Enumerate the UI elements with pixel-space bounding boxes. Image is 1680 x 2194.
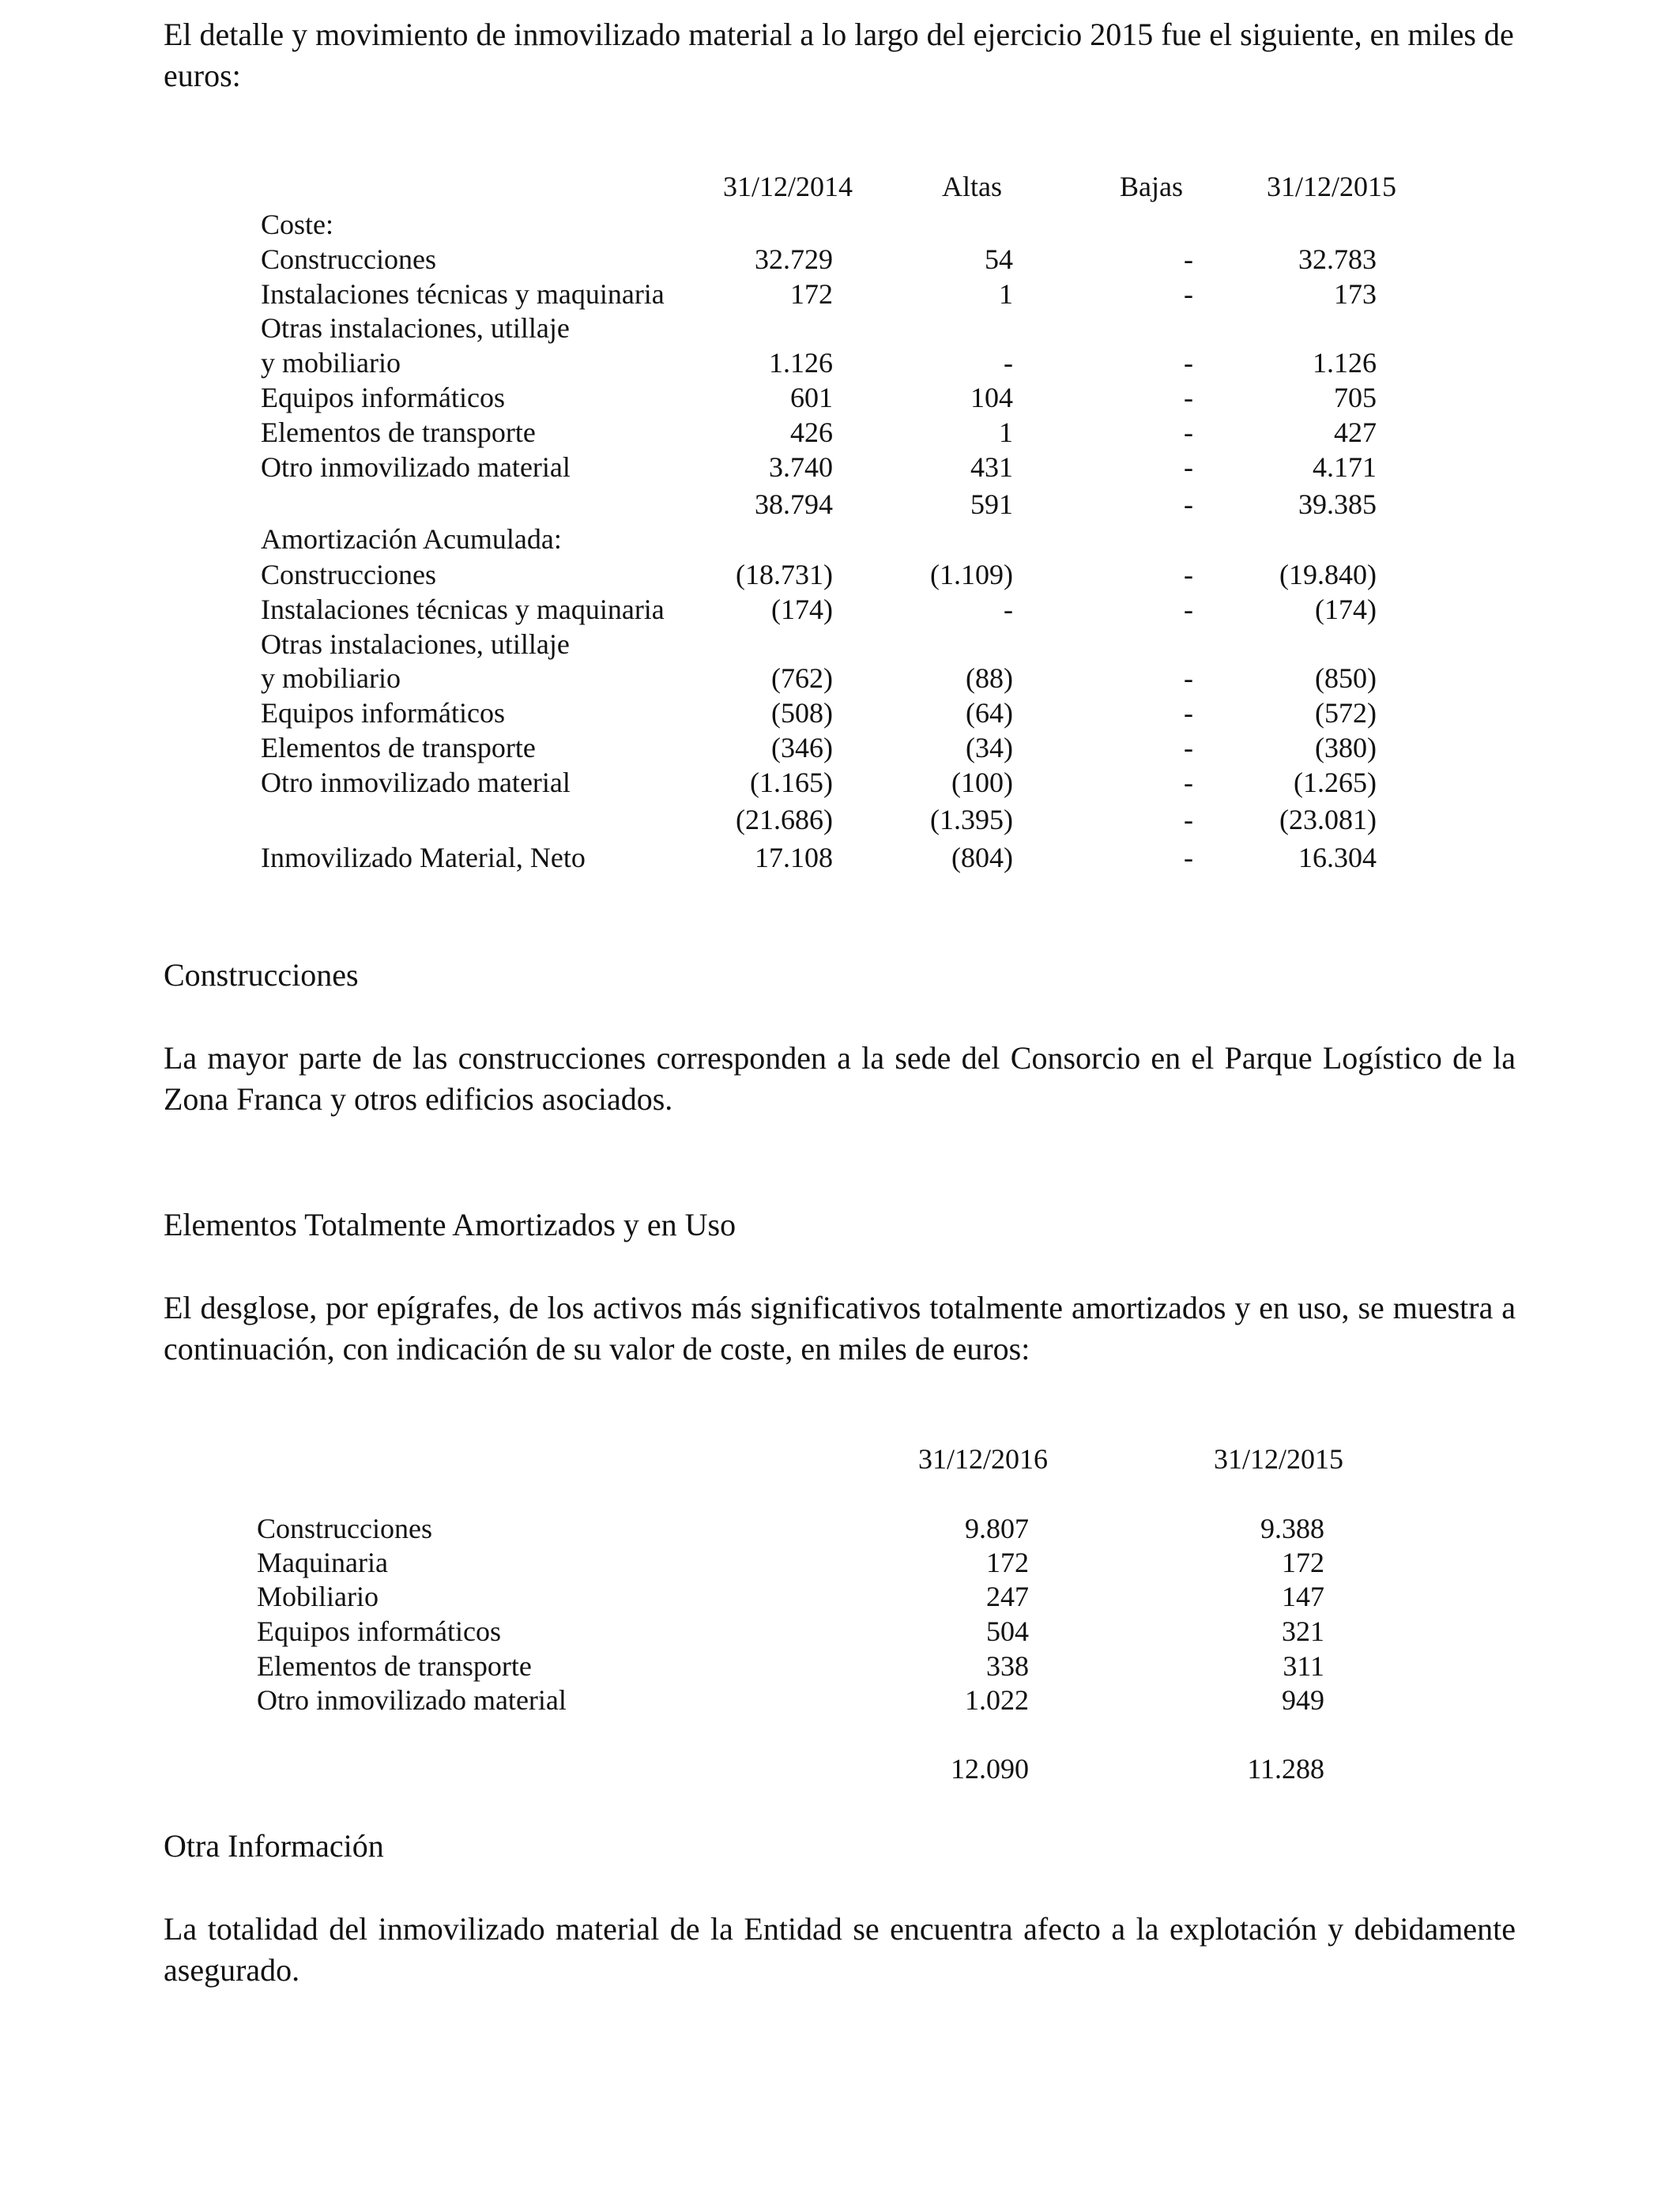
table-cell: 173: [1334, 278, 1377, 310]
table-cell: 311: [1283, 1650, 1324, 1682]
row-label: Otro inmovilizado material: [257, 1684, 567, 1716]
heading-otra-informacion: Otra Información: [164, 1828, 384, 1864]
table-cell: 247: [986, 1581, 1029, 1612]
row-label: y mobiliario: [261, 347, 401, 379]
table-row: [0, 311, 1680, 345]
otra-informacion-paragraph: La totalidad del inmovilizado material de la Entidad se encuentra afecto a la explotación y debidamente asegurado.: [164, 1911, 1516, 1988]
table-cell: 17.108: [755, 842, 833, 873]
table-row: [0, 1545, 1680, 1580]
totals-row: [0, 1751, 1680, 1786]
table-cell: 172: [790, 278, 833, 310]
intro-paragraph: El detalle y movimiento de inmovilizado material a lo largo del ejercicio 2015 fue el siguiente, en miles de euros:: [164, 17, 1514, 93]
table-cell: -: [1184, 417, 1193, 448]
table-cell: (18.731): [736, 559, 833, 590]
column-header: Altas: [942, 171, 1002, 202]
table-row: [0, 487, 1680, 522]
table-cell: -: [1004, 347, 1013, 379]
table-cell: (88): [966, 662, 1013, 694]
table-row: [0, 450, 1680, 484]
table-row: [0, 627, 1680, 662]
row-label: Instalaciones técnicas y maquinaria: [261, 278, 665, 310]
table-cell: -: [1184, 243, 1193, 275]
table-row: [0, 415, 1680, 450]
table-cell: (508): [771, 697, 833, 729]
column-header: 31/12/2014: [723, 171, 853, 202]
table-cell: (346): [771, 732, 833, 763]
table-row: [0, 1579, 1680, 1614]
table-row: [0, 380, 1680, 415]
table-row: [0, 522, 1680, 556]
amortizados-paragraph: El desglose, por epígrafes, de los activos más significativos totalmente amortizados y en uso, se muestra a continuación, con indicación de su valor de coste, en miles de euros:: [164, 1290, 1516, 1367]
row-label: Otras instalaciones, utillaje: [261, 628, 570, 660]
table-cell: 1.126: [769, 347, 833, 379]
table-cell: -: [1184, 278, 1193, 310]
total-cell: 11.288: [1247, 1753, 1324, 1785]
table-cell: 39.385: [1298, 488, 1377, 520]
table-cell: 147: [1282, 1581, 1324, 1612]
row-label: Maquinaria: [257, 1547, 388, 1578]
table-cell: (762): [771, 662, 833, 694]
table-row: [0, 345, 1680, 380]
table-cell: 104: [970, 382, 1013, 413]
table-cell: 1.022: [965, 1684, 1029, 1716]
table-cell: (19.840): [1279, 559, 1377, 590]
row-label: Otro inmovilizado material: [261, 451, 571, 483]
table-cell: 705: [1334, 382, 1377, 413]
table-row: [0, 207, 1680, 242]
row-label: Elementos de transporte: [261, 417, 536, 448]
table-row: [0, 592, 1680, 627]
row-label: Otras instalaciones, utillaje: [261, 312, 570, 344]
table-cell: -: [1184, 842, 1193, 873]
column-header: 31/12/2015: [1267, 171, 1397, 202]
column-header: Bajas: [1120, 171, 1183, 202]
table-cell: (572): [1315, 697, 1377, 729]
row-label: Equipos informáticos: [261, 697, 505, 729]
table-cell: (1.165): [750, 767, 833, 798]
table-cell: (804): [951, 842, 1013, 873]
table-cell: (34): [966, 732, 1013, 763]
table-header-row: [0, 169, 1680, 204]
table-cell: (1.109): [930, 559, 1013, 590]
table-cell: 1: [999, 417, 1013, 448]
table-cell: (174): [771, 594, 833, 625]
table-cell: (380): [1315, 732, 1377, 763]
table-cell: -: [1184, 382, 1193, 413]
table-cell: 4.171: [1313, 451, 1377, 483]
table-row: [0, 730, 1680, 765]
table-cell: 172: [986, 1547, 1029, 1578]
row-label: Mobiliario: [257, 1581, 379, 1612]
heading-construcciones: Construcciones: [164, 957, 359, 993]
table-cell: 3.740: [769, 451, 833, 483]
table-cell: 38.794: [755, 488, 833, 520]
table-cell: -: [1184, 594, 1193, 625]
table-cell: 32.729: [755, 243, 833, 275]
row-label: Elementos de transporte: [261, 732, 536, 763]
table-cell: (174): [1315, 594, 1377, 625]
table-cell: -: [1184, 804, 1193, 835]
table-cell: 504: [986, 1615, 1029, 1647]
table-header-row: [0, 1442, 1680, 1476]
heading-amortizados: Elementos Totalmente Amortizados y en Uso: [164, 1207, 736, 1242]
total-cell: 12.090: [951, 1753, 1029, 1785]
table-cell: -: [1184, 488, 1193, 520]
table-row: [0, 557, 1680, 592]
table-row: [0, 802, 1680, 837]
table-cell: (64): [966, 697, 1013, 729]
table-cell: 949: [1282, 1684, 1324, 1716]
row-label: Elementos de transporte: [257, 1650, 532, 1682]
table-cell: -: [1184, 662, 1193, 694]
table-cell: (850): [1315, 662, 1377, 694]
table-cell: 591: [970, 488, 1013, 520]
table-cell: 338: [986, 1650, 1029, 1682]
row-label: Instalaciones técnicas y maquinaria: [261, 594, 665, 625]
table-cell: -: [1184, 767, 1193, 798]
row-label: Otro inmovilizado material: [261, 767, 571, 798]
table-cell: -: [1184, 732, 1193, 763]
table-cell: (23.081): [1279, 804, 1377, 835]
construcciones-paragraph: La mayor parte de las construcciones corresponden a la sede del Consorcio en el Parque Logístico de la Zona Franca y otros edificios asociados.: [164, 1040, 1516, 1117]
row-label: Equipos informáticos: [257, 1615, 501, 1647]
table-cell: 172: [1282, 1547, 1324, 1578]
table-row: [0, 277, 1680, 311]
table-cell: 1: [999, 278, 1013, 310]
table-cell: 1.126: [1313, 347, 1377, 379]
row-label: Inmovilizado Material, Neto: [261, 842, 586, 873]
table-cell: 9.807: [965, 1513, 1029, 1544]
table-cell: 54: [985, 243, 1013, 275]
table-row: [0, 765, 1680, 800]
table-cell: (21.686): [736, 804, 833, 835]
table-row: [0, 661, 1680, 696]
table-cell: 431: [970, 451, 1013, 483]
table-row: [0, 1649, 1680, 1683]
table-cell: -: [1184, 697, 1193, 729]
table-cell: (1.395): [930, 804, 1013, 835]
table-cell: 9.388: [1260, 1513, 1324, 1544]
column-header: 31/12/2015: [1214, 1443, 1344, 1475]
table-row: [0, 696, 1680, 730]
table-cell: (1.265): [1294, 767, 1377, 798]
table-row: [0, 1511, 1680, 1546]
table-cell: 32.783: [1298, 243, 1377, 275]
column-header: 31/12/2016: [918, 1443, 1049, 1475]
row-label: Construcciones: [257, 1513, 432, 1544]
row-label: Amortización Acumulada:: [261, 523, 562, 555]
row-label: Construcciones: [261, 559, 436, 590]
table-row: [0, 1683, 1680, 1717]
table-row: [0, 1614, 1680, 1649]
table-cell: 16.304: [1298, 842, 1377, 873]
table-cell: 601: [790, 382, 833, 413]
table-cell: -: [1184, 559, 1193, 590]
table-cell: (100): [951, 767, 1013, 798]
table-cell: -: [1184, 451, 1193, 483]
row-label: Construcciones: [261, 243, 436, 275]
table-row: [0, 242, 1680, 277]
table-cell: 427: [1334, 417, 1377, 448]
table-row: [0, 840, 1680, 875]
table-cell: 426: [790, 417, 833, 448]
table-cell: 321: [1282, 1615, 1324, 1647]
table-cell: -: [1184, 347, 1193, 379]
row-label: Equipos informáticos: [261, 382, 505, 413]
table-cell: -: [1004, 594, 1013, 625]
row-label: y mobiliario: [261, 662, 401, 694]
row-label: Coste:: [261, 209, 334, 240]
